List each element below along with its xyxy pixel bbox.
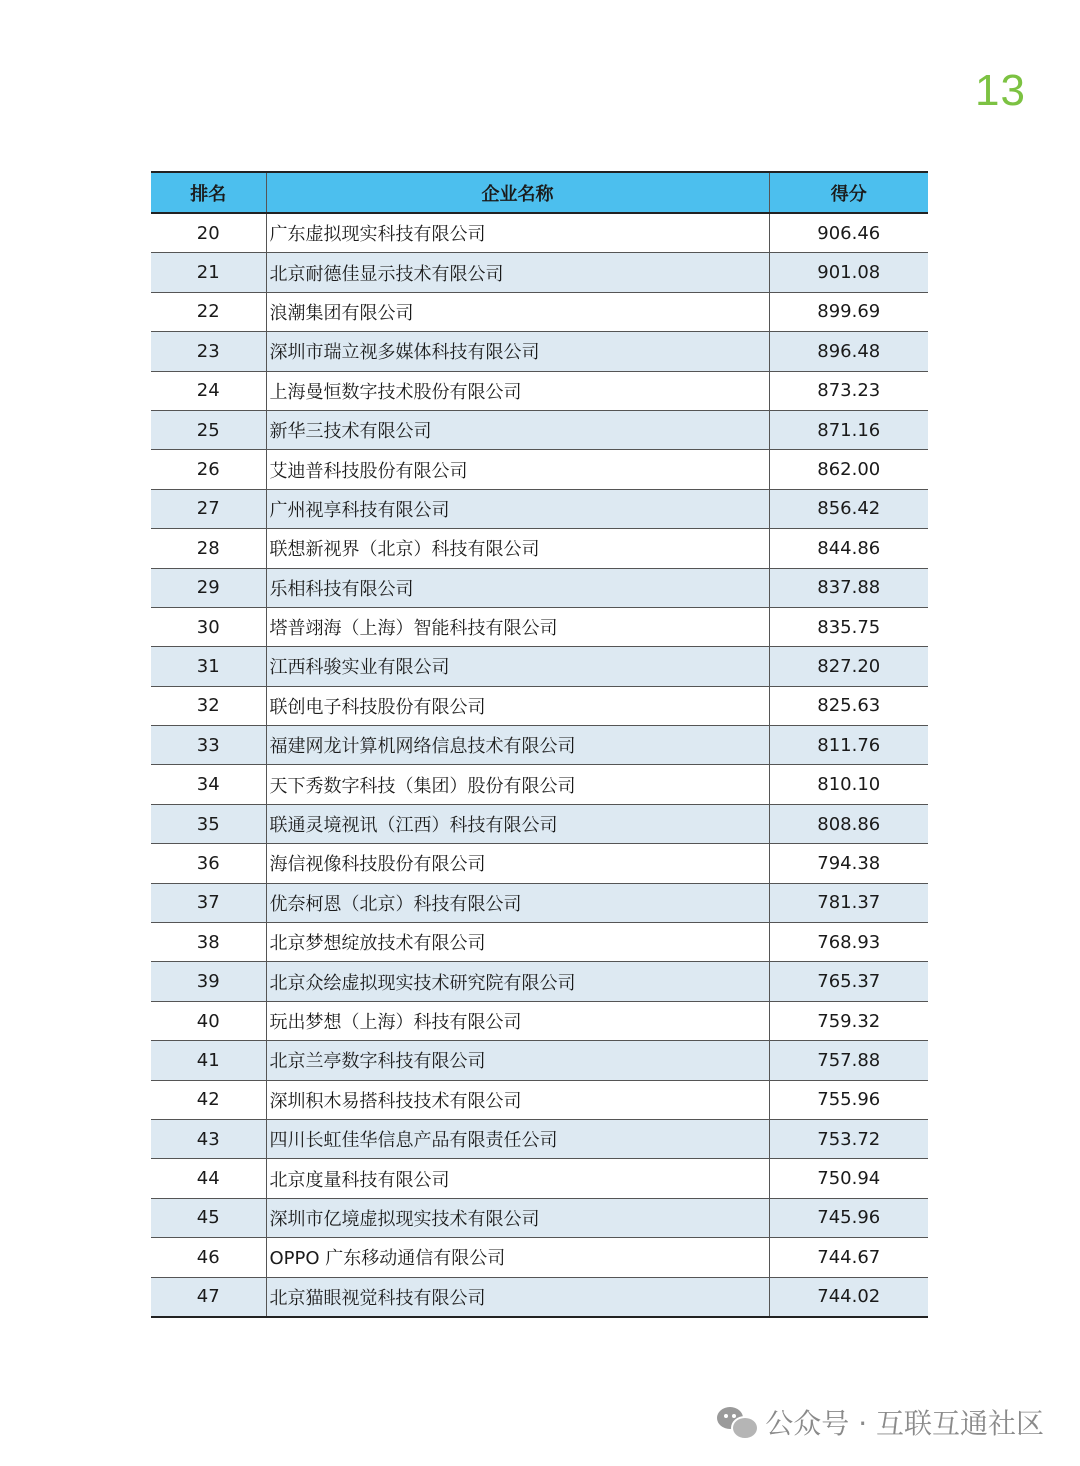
table-row: [151, 686, 928, 725]
table-row: [151, 1277, 928, 1317]
ranking-table-container: [151, 171, 928, 1318]
rank-cell: 24: [151, 371, 266, 410]
score-cell: 755.96: [769, 1080, 928, 1119]
ranking-table: [151, 171, 928, 1318]
table-row: [151, 804, 928, 843]
company-name-cell: 优奈柯恩（北京）科技有限公司: [266, 883, 769, 922]
company-name-cell: 联通灵境视讯（江西）科技有限公司: [266, 804, 769, 843]
company-name-cell: 深圳积木易搭科技技术有限公司: [266, 1080, 769, 1119]
score-cell: 901.08: [769, 253, 928, 292]
table-row: [151, 1119, 928, 1158]
rank-cell: 20: [151, 213, 266, 253]
table-row: [151, 1001, 928, 1040]
rank-cell: 38: [151, 923, 266, 962]
table-row: [151, 332, 928, 371]
table-row: [151, 1238, 928, 1277]
rank-cell: 33: [151, 726, 266, 765]
header-score: 得分: [769, 172, 928, 213]
company-name-cell: 联创电子科技股份有限公司: [266, 686, 769, 725]
rank-cell: 36: [151, 844, 266, 883]
score-cell: 873.23: [769, 371, 928, 410]
table-row: [151, 844, 928, 883]
rank-cell: 42: [151, 1080, 266, 1119]
score-cell: 896.48: [769, 332, 928, 371]
score-cell: 844.86: [769, 529, 928, 568]
company-name-cell: 四川长虹佳华信息产品有限责任公司: [266, 1119, 769, 1158]
rank-cell: 39: [151, 962, 266, 1001]
company-name-cell: 北京众绘虚拟现实技术研究院有限公司: [266, 962, 769, 1001]
score-cell: 808.86: [769, 804, 928, 843]
score-cell: 899.69: [769, 292, 928, 331]
rank-cell: 21: [151, 253, 266, 292]
table-row: [151, 765, 928, 804]
table-row: [151, 213, 928, 253]
header-company-name: 企业名称: [266, 172, 769, 213]
company-name-cell: 北京梦想绽放技术有限公司: [266, 923, 769, 962]
table-row: [151, 607, 928, 646]
watermark-text: 公众号 · 互联互通社区: [765, 1407, 1044, 1440]
rank-cell: 23: [151, 332, 266, 371]
score-cell: 753.72: [769, 1119, 928, 1158]
company-name-cell: 天下秀数字科技（集团）股份有限公司: [266, 765, 769, 804]
rank-cell: 26: [151, 450, 266, 489]
score-cell: 906.46: [769, 213, 928, 253]
rank-cell: 43: [151, 1119, 266, 1158]
table-row: [151, 647, 928, 686]
table-row: [151, 726, 928, 765]
company-name-cell: 塔普翊海（上海）智能科技有限公司: [266, 607, 769, 646]
table-row: [151, 568, 928, 607]
company-name-cell: 乐相科技有限公司: [266, 568, 769, 607]
score-cell: 744.67: [769, 1238, 928, 1277]
table-row: [151, 410, 928, 449]
table-header: [151, 172, 928, 213]
company-name-cell: 北京猫眼视觉科技有限公司: [266, 1277, 769, 1317]
company-name-cell: 玩出梦想（上海）科技有限公司: [266, 1001, 769, 1040]
company-name-cell: 广州视享科技有限公司: [266, 489, 769, 528]
company-name-cell: 艾迪普科技股份有限公司: [266, 450, 769, 489]
page-number: 13: [975, 66, 1026, 115]
table-row: [151, 371, 928, 410]
rank-cell: 28: [151, 529, 266, 568]
rank-cell: 29: [151, 568, 266, 607]
table-body: [151, 213, 928, 1317]
company-name-cell: 联想新视界（北京）科技有限公司: [266, 529, 769, 568]
company-name-cell: 上海曼恒数字技术股份有限公司: [266, 371, 769, 410]
table-row: [151, 1080, 928, 1119]
score-cell: 745.96: [769, 1198, 928, 1237]
score-cell: 835.75: [769, 607, 928, 646]
score-cell: 765.37: [769, 962, 928, 1001]
rank-cell: 34: [151, 765, 266, 804]
rank-cell: 32: [151, 686, 266, 725]
rank-cell: 41: [151, 1041, 266, 1080]
rank-cell: 47: [151, 1277, 266, 1317]
wechat-icon: [717, 1405, 757, 1439]
company-name-cell: 福建网龙计算机网络信息技术有限公司: [266, 726, 769, 765]
company-name-cell: 北京耐德佳显示技术有限公司: [266, 253, 769, 292]
company-name-cell: 浪潮集团有限公司: [266, 292, 769, 331]
rank-cell: 30: [151, 607, 266, 646]
rank-cell: 31: [151, 647, 266, 686]
company-name-cell: 江西科骏实业有限公司: [266, 647, 769, 686]
score-cell: 862.00: [769, 450, 928, 489]
watermark: [717, 1402, 1044, 1442]
rank-cell: 25: [151, 410, 266, 449]
table-row: [151, 450, 928, 489]
rank-cell: 46: [151, 1238, 266, 1277]
score-cell: 827.20: [769, 647, 928, 686]
company-name-cell: 深圳市瑞立视多媒体科技有限公司: [266, 332, 769, 371]
rank-cell: 45: [151, 1198, 266, 1237]
rank-cell: 37: [151, 883, 266, 922]
score-cell: 781.37: [769, 883, 928, 922]
company-name-cell: 新华三技术有限公司: [266, 410, 769, 449]
header-row: [151, 172, 928, 213]
score-cell: 856.42: [769, 489, 928, 528]
score-cell: 837.88: [769, 568, 928, 607]
score-cell: 825.63: [769, 686, 928, 725]
table-row: [151, 1041, 928, 1080]
rank-cell: 35: [151, 804, 266, 843]
score-cell: 811.76: [769, 726, 928, 765]
table-row: [151, 962, 928, 1001]
score-cell: 750.94: [769, 1159, 928, 1198]
company-name-cell: OPPO 广东移动通信有限公司: [266, 1238, 769, 1277]
score-cell: 759.32: [769, 1001, 928, 1040]
table-row: [151, 883, 928, 922]
score-cell: 810.10: [769, 765, 928, 804]
company-name-cell: 海信视像科技股份有限公司: [266, 844, 769, 883]
company-name-cell: 北京度量科技有限公司: [266, 1159, 769, 1198]
table-row: [151, 1198, 928, 1237]
table-row: [151, 489, 928, 528]
table-row: [151, 923, 928, 962]
header-rank: 排名: [151, 172, 266, 213]
table-row: [151, 529, 928, 568]
score-cell: 794.38: [769, 844, 928, 883]
table-row: [151, 292, 928, 331]
table-row: [151, 1159, 928, 1198]
company-name-cell: 深圳市亿境虚拟现实技术有限公司: [266, 1198, 769, 1237]
table-row: [151, 253, 928, 292]
rank-cell: 40: [151, 1001, 266, 1040]
score-cell: 768.93: [769, 923, 928, 962]
score-cell: 757.88: [769, 1041, 928, 1080]
company-name-cell: 北京兰亭数字科技有限公司: [266, 1041, 769, 1080]
rank-cell: 44: [151, 1159, 266, 1198]
score-cell: 871.16: [769, 410, 928, 449]
rank-cell: 22: [151, 292, 266, 331]
rank-cell: 27: [151, 489, 266, 528]
company-name-cell: 广东虚拟现实科技有限公司: [266, 213, 769, 253]
score-cell: 744.02: [769, 1277, 928, 1317]
